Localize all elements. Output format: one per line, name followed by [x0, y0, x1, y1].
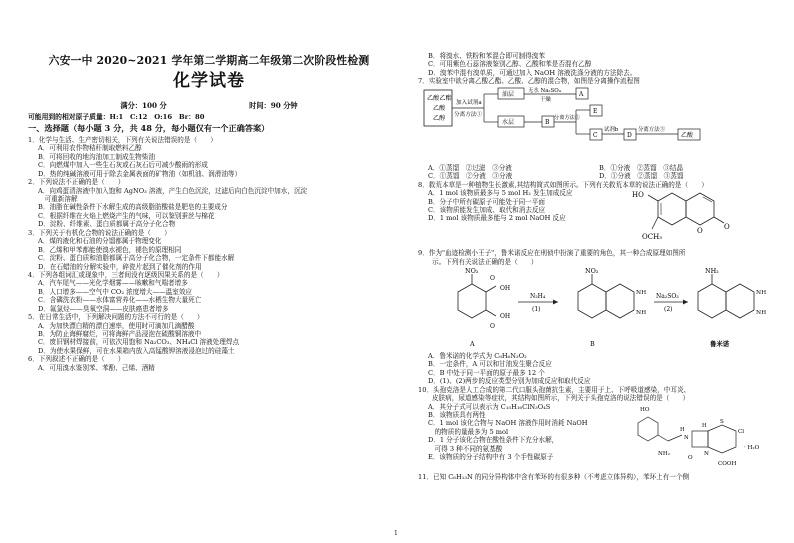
- question-9-options: [418, 352, 770, 386]
- product-c: C: [593, 131, 598, 139]
- question-6-continued: [418, 52, 770, 77]
- question-11: [418, 473, 770, 481]
- answer-option: A．汽车尾气——光化学烟雾——咳嗽和气喘者增多: [38, 279, 188, 288]
- start-ester: 乙酸乙酯: [427, 94, 452, 102]
- answer-option: E．该物质的分子结构中有 3 个手性碳原子: [428, 453, 554, 462]
- question-stem-continued: 皮肤病，尿道感染等症状，其结构如图所示，下列关于头孢克洛的说法错误的是（ ）: [432, 394, 690, 403]
- answer-option: B．将溴水、铁粉和苯混合即可制得溴苯: [428, 52, 545, 60]
- imine-b2: NH: [636, 309, 647, 316]
- exam-meta: [28, 101, 390, 110]
- imine-c2: NH: [756, 309, 767, 316]
- cefaclor-structure: [628, 403, 768, 473]
- exam-title: 六安一中 2020~2021 学年第二学期高二年级第二次阶段性检测: [48, 54, 370, 67]
- imine-b1: NH: [636, 289, 647, 296]
- section-heading: 一、选择题（每小题 3 分，共 48 分，每小题仅有一个正确答案）: [28, 123, 270, 134]
- answer-option: A．为加快漂白精的漂白速率，使用时可滴加几滴醋酸: [38, 321, 195, 330]
- nitro-b: NO₂: [585, 266, 599, 275]
- separation-3-label: 分离方法③: [638, 126, 665, 133]
- question-stem: 5．在日常生活中，下列解决问题的方法不可行的是（ ）: [28, 313, 204, 322]
- chlorine-label: Cl: [738, 428, 745, 435]
- reagent-sulfite: Na₂SO₃: [656, 292, 679, 300]
- question-7: [418, 77, 770, 180]
- answer-option: C．含磷洗衣粉——水体富营养化——水栖生物大量死亡: [38, 296, 202, 305]
- separation-1-label: 分离方法①: [454, 111, 482, 118]
- hydroxyl-label: HO: [632, 191, 644, 200]
- hydroxyl-a2: OH: [500, 312, 511, 320]
- answer-option: A．向鸡蛋清溶液中加入饱和 AgNO₃ 溶液，产生白色沉淀，过滤后向白色沉淀中加水，沉淀: [38, 186, 308, 195]
- separation-flowchart: [418, 86, 770, 164]
- compound-a-label: A: [470, 339, 475, 348]
- answer-option: C．根据纤维在火焰上燃烧产生的气味，可以鉴别蚕丝与棉花: [38, 211, 215, 220]
- answer-option: C．向燃煤中加入一些生石灰或石灰石后可减少酸雨的形成: [38, 161, 208, 170]
- answer-option: C．可用紫色石蕊溶液鉴别乙醇、乙酸和苯是否混有乙醇: [428, 60, 592, 69]
- product-d: D: [627, 131, 632, 139]
- answer-option: D．淀粉、纤维素、蛋白质都属于高分子化合物: [38, 220, 176, 229]
- answer-option: B．人口增多——空气中 CO₂ 浓度增大——温室效应: [38, 287, 193, 296]
- answer-option: A．1 mol 该物质最多与 5 mol H₂ 发生加成反应: [428, 189, 573, 198]
- carbonyl-oxygen-label: O: [724, 223, 730, 232]
- oxo-a2: O: [490, 322, 495, 330]
- coumarin-structure: [618, 189, 758, 249]
- nitro-a: NO₂: [465, 266, 479, 275]
- answer-option: B．分子中所有碳原子可能处于同一平面: [428, 197, 545, 206]
- compound-b-label: B: [590, 339, 595, 348]
- amide-n: N: [684, 434, 689, 441]
- answer-option: B．乙烯和甲苯都能使溴水褪色，褪色的原理相同: [38, 245, 182, 254]
- question-6: [28, 355, 390, 372]
- option-row: [418, 172, 770, 180]
- left-question-list: [28, 136, 390, 372]
- answer-option: D．为使水果保鲜，可在水果箱内放入高锰酸钾溶液浸泡过的硅藻土: [38, 346, 235, 355]
- answer-option: D．(1)、(2)两步的反应类型分别为加成反应和取代反应: [428, 377, 591, 386]
- lactam-o: O: [688, 454, 693, 461]
- exam-subtitle: 化学试卷: [173, 70, 245, 91]
- acetic-acid-product: 乙酸: [681, 131, 694, 139]
- option-row: [418, 164, 770, 172]
- ring-oxygen-label: O: [697, 227, 703, 236]
- question-stem: 4．下列各组词汇或现象中，三者间没有逐级因果关系的是（ ）: [28, 270, 224, 279]
- answer-option: 可重新溶解: [38, 195, 78, 204]
- question-stem: 9．作为"血迹检测小王子"，鲁米诺反应在刑侦中扮演了重要的角色，其一种合成原理如图所: [418, 249, 686, 258]
- start-ethanol: 乙醇: [433, 114, 446, 122]
- hydroxyl-a1: OH: [500, 284, 511, 292]
- question-5: [28, 313, 390, 355]
- answer-option: 的物质的量最多为 5 mol: [428, 427, 509, 436]
- answer-option: D．在石蜡油的分解实验中，碎瓷片起到了催化剂的作用: [38, 262, 202, 271]
- product-b: B: [545, 118, 550, 126]
- question-8: [418, 181, 770, 249]
- amide-h: H: [680, 426, 685, 433]
- methoxy-label: OCH₃: [642, 233, 663, 242]
- drying-agent: 无水 Na₂SO₄: [528, 87, 561, 94]
- luminol-label: 鲁米诺: [710, 339, 730, 348]
- question-stem: 7．实验室中欲分离乙酸乙酯、乙酸、乙醇的混合物，如图是分离操作流程图: [418, 77, 640, 86]
- question-stem: 2．下列说法不正确的是（ ）: [28, 178, 125, 187]
- question-3: [28, 229, 390, 271]
- luminol-svg: [418, 266, 770, 352]
- answer-option: B．①分液 ②蒸馏 ③结晶: [599, 163, 683, 172]
- water-layer: 水层: [502, 118, 515, 126]
- coumarin-svg: [618, 189, 758, 249]
- question-4: [28, 271, 390, 313]
- product-e: E: [593, 107, 598, 115]
- answer-option: A．煤的液化和石油的分馏都属于物理变化: [38, 237, 162, 246]
- reagent-a-label: 加入试剂a: [456, 99, 482, 106]
- luminol-synthesis-scheme: [418, 266, 770, 352]
- sulfur-label: S: [720, 418, 724, 425]
- answer-option: B．可将回收的地沟油加工制成生物柴油: [38, 152, 155, 161]
- answer-option: B．为防止海鲜腐烂，可将海鲜产品浸泡在硫酸铜溶液中: [38, 330, 202, 339]
- imine-c1: NH: [756, 289, 767, 296]
- product-a: A: [579, 90, 584, 98]
- question-stem-continued: 示。下列有关说法正确的是（ ）: [432, 257, 538, 266]
- answer-option: D．1 mol 该物质最多能与 2 mol NaOH 反应: [428, 214, 566, 223]
- answer-option: D．1 分子该化合物在酸性条件下充分水解，: [428, 436, 559, 445]
- question-2: [28, 178, 390, 229]
- answer-option: A．鲁米诺的化学式为 C₈H₆N₃O₂: [428, 351, 527, 360]
- drying-label: 干燥: [540, 96, 551, 103]
- question-8-options: [418, 189, 618, 249]
- cefaclor-svg: [628, 403, 768, 473]
- page-number: 1: [394, 530, 398, 537]
- carboxyl-group: COOH: [718, 460, 737, 467]
- oil-layer: 油层: [502, 90, 515, 98]
- answer-option: C．该物质能发生加成、取代和消去反应: [428, 205, 546, 214]
- answer-option: C．1 mol 该化合物与 NaOH 溶液作用时消耗 NaOH: [428, 419, 588, 428]
- answer-option: D．溴苯中混有溴单质，可通过加入 NaOH 溶液洗涤分液的方法除去。: [428, 68, 637, 77]
- answer-option: A．①蒸馏 ②过滤 ③分液: [428, 163, 512, 172]
- answer-option: B．一定条件，A 可以和甘油发生聚合反应: [428, 360, 552, 369]
- full-score: 满分：100 分: [120, 100, 167, 110]
- hydrate-label: · H₂O: [744, 444, 760, 451]
- amine-nh2: NH₂: [658, 450, 671, 457]
- phenol-oh: HO: [640, 406, 650, 413]
- question-7-options: [418, 164, 770, 181]
- question-stem: 11．已知 C₆H₁₃N 的同分异构体中含有苯环的有很多种（不考虑立体异构），苯环上有一个侧: [418, 472, 690, 481]
- ring-h: H: [702, 422, 707, 429]
- oxo-a1: O: [490, 274, 495, 282]
- answer-option: C．淀粉、蛋白质和油脂都属于高分子化合物，一定条件下都能水解: [38, 254, 235, 263]
- question-stem: 10．头孢克洛是人工合成的第二代口服头孢菌抗生素，主要用于上、下呼吸道感染，中耳炎、: [418, 385, 691, 394]
- answer-option: D．热的纯碱溶液可用于除去金属表面的矿物油（如机油、润滑油等）: [38, 169, 242, 178]
- answer-option: C．废旧钢材焊接前，可依次用饱和 Na₂CO₃、NH₄Cl 溶液处理焊点: [38, 338, 240, 347]
- answer-option: A．可利用农作物秸秆制取燃料乙醇: [38, 144, 142, 153]
- separation-2-label: 分离方法②: [554, 114, 580, 121]
- step-2: (2): [664, 305, 673, 313]
- left-column: [28, 0, 390, 372]
- answer-option: C．B 中处于同一平面的原子最多 12 个: [428, 368, 545, 377]
- question-stem: 1．化学与生活、生产密切相关，下列有关说法错误的是（ ）: [28, 135, 217, 144]
- lactam-n: N: [704, 450, 709, 457]
- answer-option: 可得 3 种不同的氨基酸: [428, 444, 503, 453]
- question-stem: 8．救荒本草是一种植物生长激素,其结构简式如图所示。下列有关救荒本草的说法正确的是（ ）: [418, 180, 708, 189]
- reagent-b-label: 试剂b: [604, 126, 619, 133]
- answer-option: A．可用溴水鉴别苯、苯酚、己烯、酒精: [38, 363, 155, 372]
- atomic-masses: 可能用到的相对原子质量：H:1 C:12 O:16 Br：80: [28, 112, 205, 121]
- exam-time: 时间：90 分钟: [249, 100, 298, 110]
- question-10: [418, 386, 770, 473]
- step-1: (1): [532, 305, 541, 313]
- answer-option: A．其分子式可以表示为 C₁₅H₁₆ClN₃O₄S: [428, 402, 551, 411]
- question-9: [418, 249, 770, 386]
- question-10-options: [418, 403, 628, 473]
- answer-option: B．油脂在碱性条件下水解生成的高级脂肪酸盐是肥皂的主要成分: [38, 203, 228, 212]
- start-acid: 乙酸: [433, 104, 446, 112]
- answer-option: C．①蒸馏 ②分液 ③分液: [428, 172, 513, 181]
- amino-group: NH₂: [705, 266, 719, 275]
- flowchart-svg: [418, 86, 770, 164]
- answer-option: D．①分液 ②蒸馏 ③蒸馏: [599, 172, 684, 181]
- answer-option: B．该物质具有两性: [428, 411, 486, 419]
- reagent-hydrazine: N₂H₄: [530, 292, 546, 300]
- answer-option: D．氟氯烃——臭氧空洞——皮肤癌患者增多: [38, 304, 169, 313]
- right-column: [418, 52, 770, 481]
- question-stem: 3．下列关于有机化合物的说法正确的是（ ）: [28, 228, 171, 237]
- question-stem: 6．下列叙述不正确的是（ ）: [28, 355, 125, 364]
- question-1: [28, 136, 390, 178]
